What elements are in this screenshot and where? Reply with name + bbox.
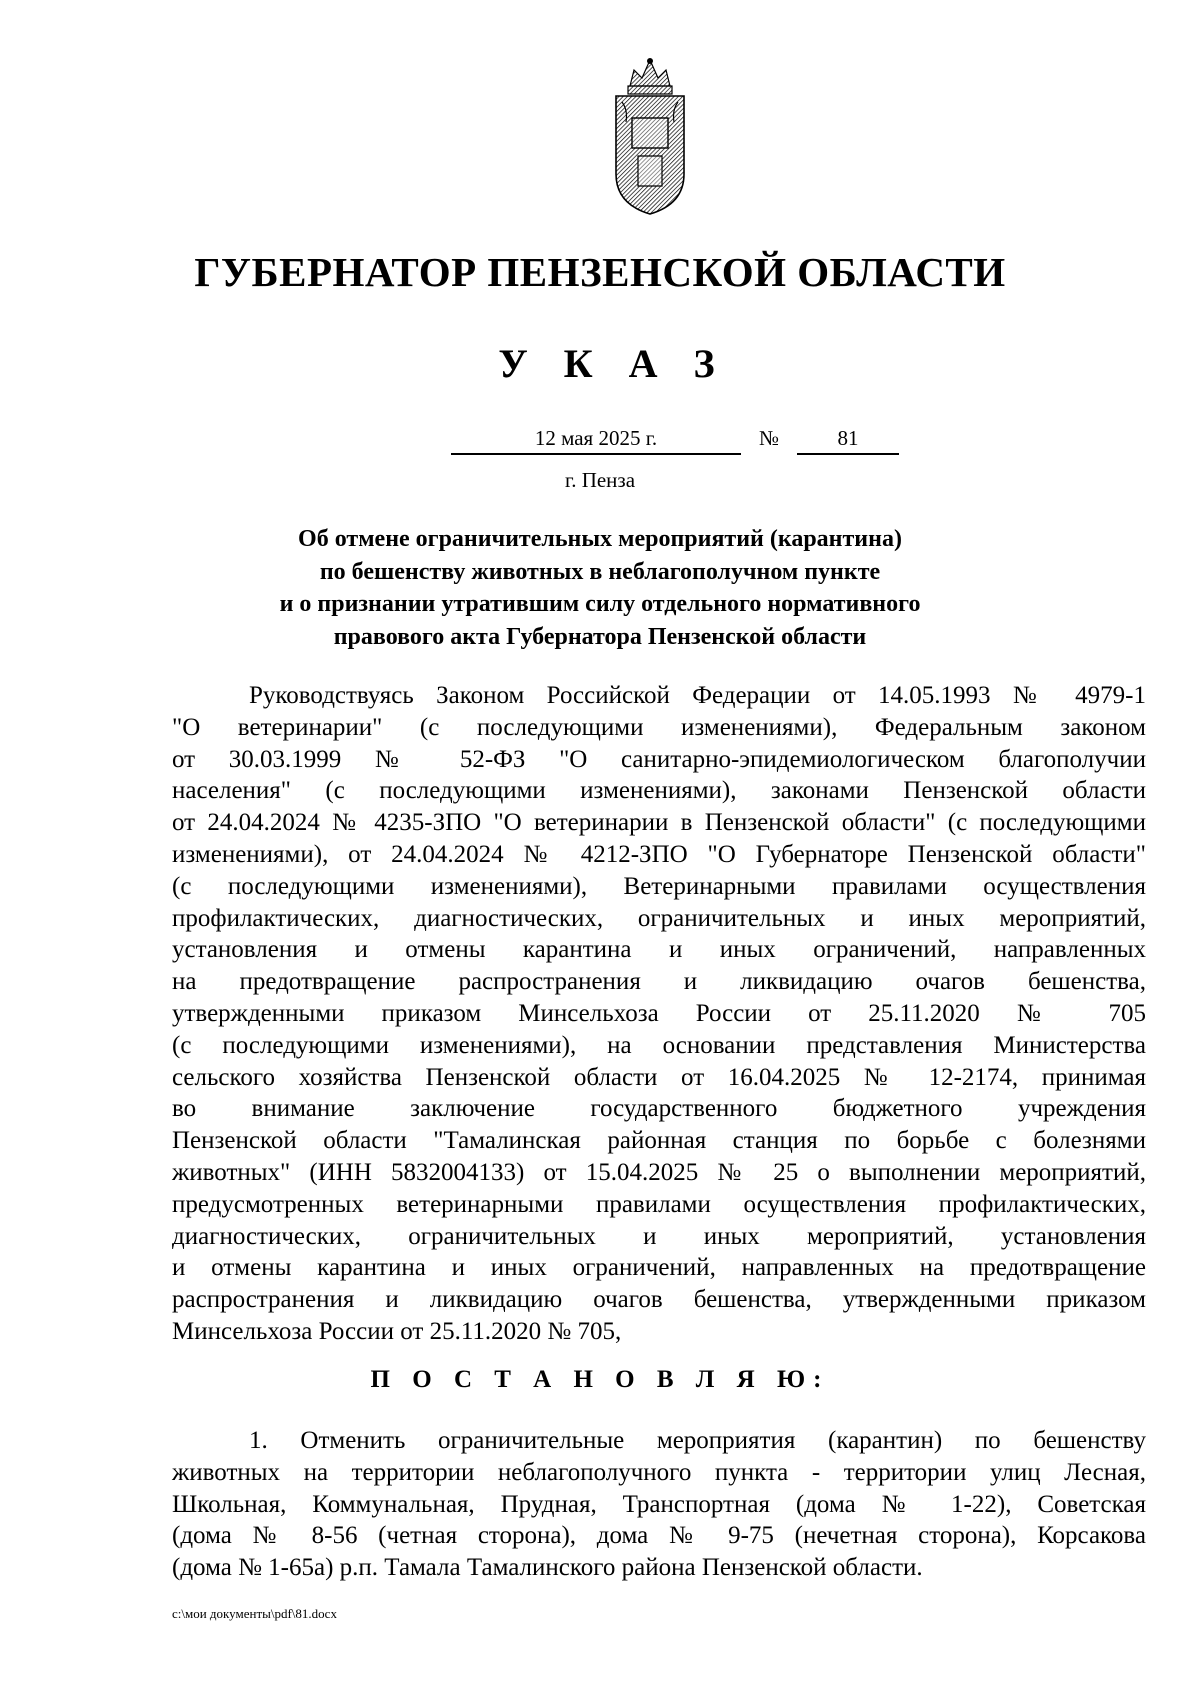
coat-of-arms-icon	[608, 56, 692, 216]
paragraph-line: Руководствуясь Законом Российской Федерации от 14.05.1993 № 4979-1	[249, 682, 1146, 709]
paragraph-line: во внимание заключение государственного бюджетного учреждения	[172, 1095, 1146, 1123]
number-sign: №	[758, 426, 780, 450]
decree-date: 12 мая 2025 г.	[451, 426, 741, 455]
file-path-footer: c:\мои документы\pdf\81.docx	[172, 1606, 337, 1621]
paragraph-line: от 24.04.2024 № 4235-ЗПО "О ветеринарии в Пензенской области" (с последующими	[172, 809, 1146, 837]
preamble-paragraph	[172, 680, 1146, 1348]
paragraph-line: "О ветеринарии" (с последующими изменениями), Федеральным законом	[172, 713, 1146, 741]
paragraph-line: распространения и ликвидацию очагов бешенства, утвержденными приказом	[172, 1286, 1146, 1314]
paragraph-line: от 30.03.1999 № 52-ФЗ "О санитарно-эпидемиологическом благополучии	[172, 745, 1146, 773]
decree-number: 81	[797, 426, 899, 455]
paragraph-line: и отмены карантина и иных ограничений, направленных на предотвращение	[172, 1254, 1146, 1282]
subject-line: правового акта Губернатора Пензенской области	[333, 623, 867, 650]
paragraph-line: сельского хозяйства Пензенской области от 16.04.2025 № 12-2174, принимая	[172, 1063, 1146, 1091]
paragraph-line: Минсельхоза России от 25.11.2020 № 705,	[172, 1317, 622, 1345]
paragraph-line: профилактических, диагностических, ограничительных и иных мероприятий,	[172, 904, 1146, 932]
clause-1	[172, 1425, 1146, 1584]
paragraph-line: (с последующими изменениями), на основании представления Министерства	[172, 1031, 1146, 1059]
paragraph-line: диагностических, ограничительных и иных мероприятий, установления	[172, 1222, 1146, 1250]
date-number-line	[451, 426, 899, 460]
issuer-title: ГУБЕРНАТОР ПЕНЗЕНСКОЙ ОБЛАСТИ	[194, 249, 1006, 295]
subject-line: и о признании утратившим силу отдельного нормативного	[279, 591, 921, 617]
paragraph-line: населения" (с последующими изменениями), законами Пензенской области	[172, 777, 1146, 805]
resolve-heading: П О С Т А Н О В Л Я Ю:	[370, 1366, 830, 1393]
paragraph-line: на предотвращение распространения и ликвидацию очагов бешенства,	[172, 968, 1146, 996]
paragraph-line: (дома № 8-56 (четная сторона), дома № 9-75 (нечетная сторона), Корсакова	[172, 1522, 1146, 1550]
paragraph-line: 1. Отменить ограничительные мероприятия (карантин) по бешенству	[249, 1427, 1146, 1454]
subject-line: Об отмене ограничительных мероприятий (карантина)	[298, 526, 902, 552]
paragraph-line: (дома № 1-65а) р.п. Тамала Тамалинского района Пензенской области.	[172, 1554, 923, 1582]
paragraph-line: животных" (ИНН 5832004133) от 15.04.2025 № 25 о выполнении мероприятий,	[172, 1158, 1146, 1186]
paragraph-line: животных на территории неблагополучного пункта - территории улиц Лесная,	[172, 1458, 1146, 1486]
paragraph-line: Пензенской области "Тамалинская районная станция по борьбе с болезнями	[172, 1127, 1146, 1155]
paragraph-line: утвержденными приказом Минсельхоза России от 25.11.2020 № 705	[172, 999, 1146, 1027]
paragraph-line: Школьная, Коммунальная, Прудная, Транспортная (дома № 1-22), Советская	[172, 1490, 1146, 1518]
document-type-title: У К А З	[498, 341, 728, 386]
paragraph-line: установления и отмены карантина и иных ограничений, направленных	[172, 936, 1146, 964]
city-line: г. Пенза	[564, 468, 636, 492]
paragraph-line: изменениями), от 24.04.2024 № 4212-ЗПО "О Губернаторе Пензенской области"	[172, 840, 1146, 868]
decree-subject	[240, 523, 960, 653]
paragraph-line: (с последующими изменениями), Ветеринарными правилами осуществления	[172, 872, 1146, 900]
paragraph-line: предусмотренных ветеринарными правилами осуществления профилактических,	[172, 1190, 1146, 1218]
subject-line: по бешенству животных в неблагополучном пункте	[319, 558, 881, 585]
